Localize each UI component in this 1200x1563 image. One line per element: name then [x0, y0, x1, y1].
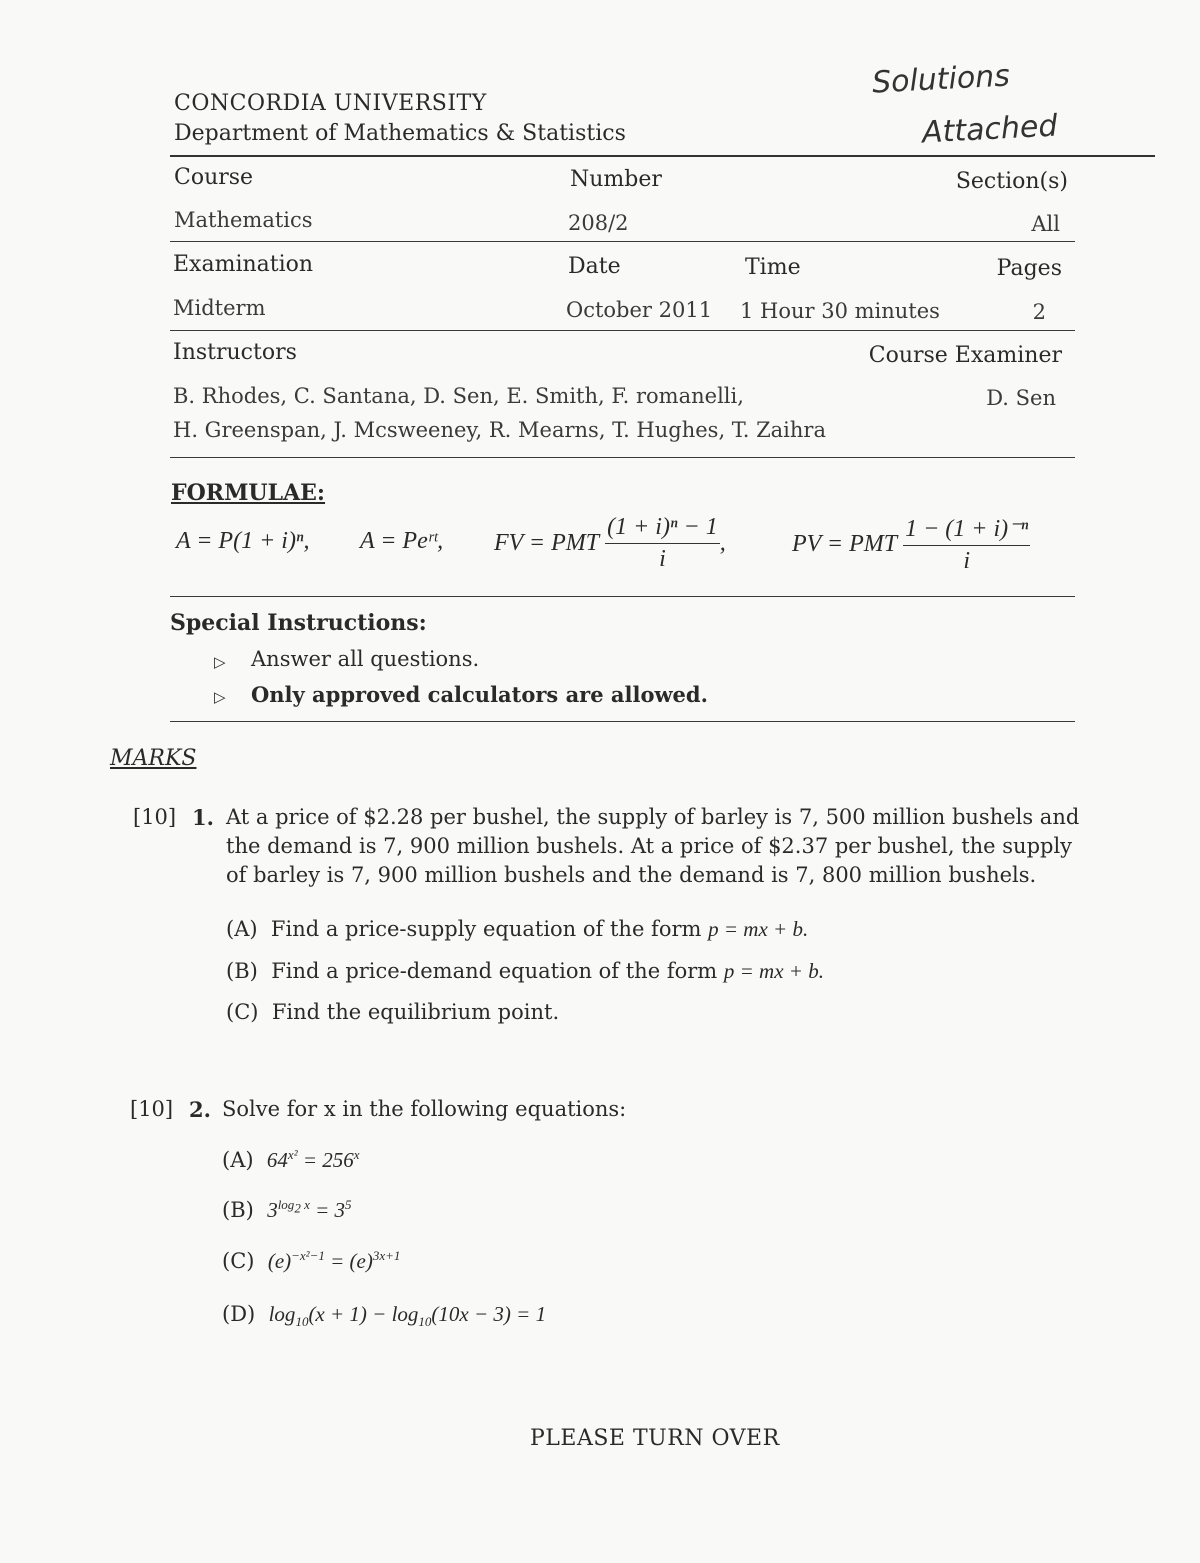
q1-text-line2: the demand is 7, 900 million bushels. At a price of $2.37 per bushel, the supply — [226, 834, 1073, 858]
q1-part-b — [226, 959, 824, 984]
q2-part-b-label: (B) — [222, 1198, 254, 1222]
q2-part-c-label: (C) — [222, 1249, 255, 1273]
formula-continuous: A = Peʳᵗ, — [360, 528, 444, 554]
q2-part-b-equation: $3^{log_2 x} = 3^5$ — [267, 1197, 352, 1222]
q1-marks: [10] — [133, 805, 177, 829]
q2-part-c-equation: $(e)^{-x^2-1} = (e)^{3x+1}$ — [267, 1248, 401, 1273]
formula-present-value — [792, 514, 1030, 575]
instructors-line2: H. Greenspan, J. Mcsweeney, R. Mearns, T. Hughes, T. Zaihra — [173, 418, 826, 442]
q1-text-line3: of barley is 7, 900 million bushels and the demand is 7, 800 million bushels. — [226, 863, 1037, 887]
row-divider-3 — [170, 457, 1075, 458]
q2-part-a-label: (A) — [222, 1148, 254, 1172]
number-label: Number — [570, 167, 662, 192]
row-divider-1 — [170, 241, 1075, 242]
fv-denominator: i — [659, 546, 666, 572]
q1-part-b-equation: p = mx + b. — [723, 959, 824, 983]
q1-part-a-label: (A) — [226, 917, 258, 941]
examiner-value: D. Sen — [986, 386, 1056, 410]
pages-label: Pages — [996, 256, 1062, 281]
q1-part-c-text: Find the equilibrium point. — [271, 1000, 560, 1024]
q2-part-a-equation: $64^{x^2} = 256^x$ — [266, 1147, 360, 1172]
date-value: October 2011 — [566, 298, 713, 322]
fv-fraction — [605, 514, 720, 573]
bullet-icon: ▷ — [214, 688, 226, 706]
instruction-item-2: Only approved calculators are allowed. — [251, 682, 708, 707]
header-divider — [170, 155, 1155, 157]
instructors-line1: B. Rhodes, C. Santana, D. Sen, E. Smith, F. romanelli, — [173, 384, 744, 408]
q1-part-a — [226, 917, 808, 942]
q2-marks: [10] — [130, 1097, 174, 1121]
examination-value: Midterm — [173, 296, 266, 320]
row-divider-4 — [170, 596, 1075, 597]
examination-label: Examination — [173, 252, 314, 277]
q2-part-a — [222, 1147, 360, 1173]
bullet-icon: ▷ — [214, 653, 226, 671]
q1-part-c-label: (C) — [226, 1000, 259, 1024]
pv-numerator: 1 − (1 + i)⁻ⁿ — [903, 514, 1030, 546]
time-label: Time — [745, 255, 801, 280]
course-label: Course — [174, 165, 254, 190]
q1-part-b-label: (B) — [226, 959, 258, 983]
course-value: Mathematics — [174, 208, 313, 232]
pages-value: 2 — [1032, 300, 1046, 324]
formula-future-value: FV = PMT $\frac{\text{(1 + i)ⁿ − 1}}{i}$ , — [494, 514, 726, 572]
q2-part-d-label: (D) — [222, 1302, 256, 1326]
sections-value: All — [1031, 212, 1060, 236]
q2-part-b — [222, 1197, 352, 1223]
department-name: Department of Mathematics & Statistics — [174, 121, 626, 146]
instruction-item-1: Answer all questions. — [251, 647, 480, 671]
handwritten-note-line1: Solutions — [871, 58, 1011, 101]
q1-part-b-text: Find a price-demand equation of the form — [271, 959, 718, 983]
q1-part-a-equation: p = mx + b. — [708, 917, 809, 941]
q1-text-line1: At a price of $2.28 per bushel, the supply of barley is 7, 500 million bushels and — [226, 805, 1080, 829]
q2-part-d — [222, 1302, 546, 1330]
formulae-label: FORMULAE: — [171, 480, 326, 506]
examiner-label: Course Examiner — [868, 343, 1062, 368]
handwritten-note-line2: Attached — [921, 108, 1059, 151]
date-label: Date — [568, 254, 621, 279]
sections-label: Section(s) — [955, 169, 1068, 194]
fv-numerator: (1 + i)ⁿ − 1 — [605, 514, 720, 544]
row-divider-5 — [170, 721, 1075, 722]
q1-part-a-text: Find a price-supply equation of the form — [270, 917, 702, 941]
row-divider-2 — [170, 330, 1075, 331]
instructors-label: Instructors — [173, 340, 297, 365]
q1-part-c — [226, 1000, 559, 1024]
page-footer: PLEASE TURN OVER — [530, 1426, 780, 1451]
marks-label: MARKS — [110, 746, 197, 771]
q2-part-d-equation: $\log_{10}(x + 1) - \log_{10}(10x - 3) = 1$ — [268, 1302, 547, 1330]
formula-compound: A = P(1 + i)ⁿ, — [176, 528, 310, 554]
fv-lhs: FV = PMT — [494, 530, 600, 556]
pv-fraction — [903, 514, 1030, 575]
q2-text: Solve for x in the following equations: — [222, 1097, 627, 1121]
q2-part-c — [222, 1248, 400, 1274]
q1-number: 1. — [192, 805, 214, 830]
university-name: CONCORDIA UNIVERSITY — [174, 91, 487, 116]
pv-lhs: PV = PMT — [792, 531, 898, 557]
special-instructions-title: Special Instructions: — [170, 610, 427, 636]
number-value: 208/2 — [568, 211, 629, 235]
q2-number: 2. — [189, 1097, 211, 1122]
time-value: 1 Hour 30 minutes — [740, 299, 940, 323]
pv-denominator: i — [963, 548, 971, 574]
